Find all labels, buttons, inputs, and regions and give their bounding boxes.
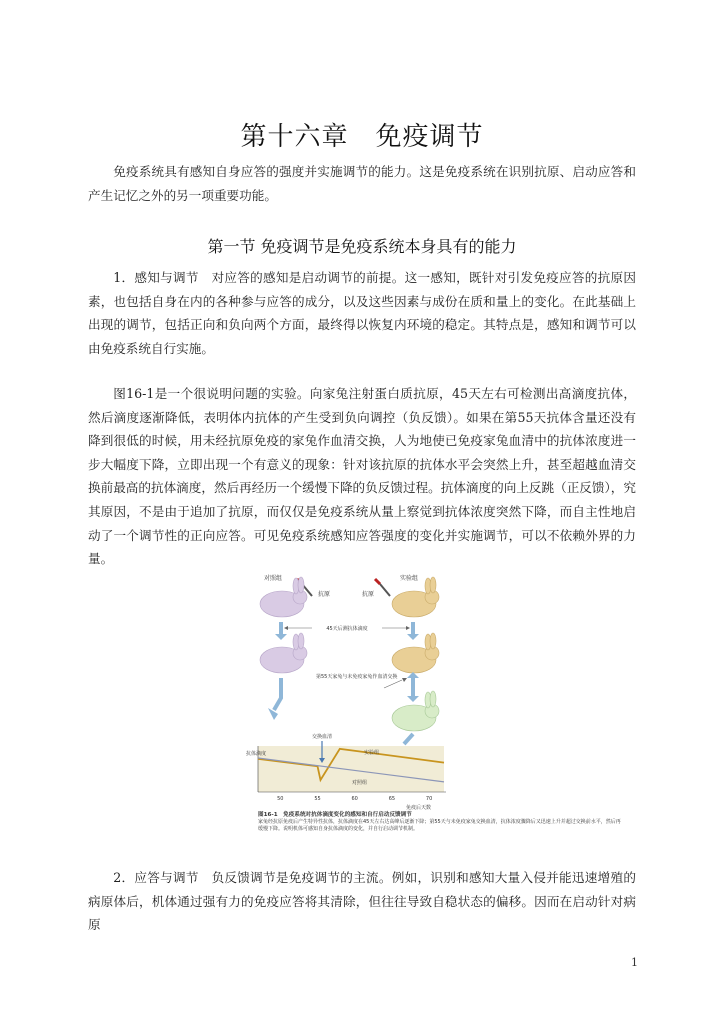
label-antigen-right: 抗原 — [362, 591, 375, 598]
arrow-down-icon — [275, 622, 287, 640]
arrow-up-down-icon — [407, 672, 419, 702]
exchange-note — [316, 673, 397, 680]
x-tick-label: 55 — [314, 796, 321, 802]
caption-title: 图16-1 免疫系统对抗体滴度变化的感知和自行启动反馈调节 — [258, 812, 412, 818]
label-control: 对照组 — [264, 575, 283, 582]
caption-body: 家兔经抗原免疫后产生特异性抗体，抗体滴度在45天左右达高峰后逐渐下降；第55天与未免疫家兔交换血清，抗体浓度骤降后又迅速上升并超过交换前水平，然后再缓慢下降。说明机体可感知自身抗体滴度的变化，并自行启动调节机制。 — [258, 819, 621, 832]
intro-paragraph: 免疫系统具有感知自身应答的强度并实施调节的能力。这是免疫系统在识别抗原、启动应答和产生记忆之外的另一项重要功能。 — [88, 164, 636, 203]
x-tick-label: 50 — [277, 796, 284, 802]
series-label-control: 对照组 — [352, 780, 368, 786]
x-tick-labels — [277, 796, 432, 802]
paragraph-3: 2．应答与调节 负反馈调节是免疫调节的主流。例如，识别和感知大量入侵并能迅速增殖的病原体后，机体通过强有力的免疫应答将其清除，但往往导致自稳状态的偏移。因而在启动针对病原 — [88, 870, 636, 933]
chapter-title: 第十六章 免疫调节 — [240, 122, 484, 152]
series-label-experiment: 实验组 — [364, 750, 380, 756]
syringe-icon — [375, 579, 390, 596]
x-tick-label: 70 — [425, 796, 433, 802]
x-tick-label: 60 — [351, 796, 358, 802]
x-tick-label: 65 — [388, 796, 396, 802]
y-axis-label: 抗体滴度 — [246, 751, 267, 757]
rabbit-control-1 — [260, 577, 307, 617]
x-axis-label: 免疫后天数 — [406, 805, 432, 811]
measure-label: 45天后测抗体滴度 — [326, 626, 368, 632]
label-experiment: 实验组 — [400, 575, 419, 582]
rabbit-experiment-1 — [392, 577, 439, 617]
arrow-down-icon — [407, 622, 419, 640]
figure-16-1 — [246, 570, 684, 848]
rabbit-control-2 — [260, 633, 307, 673]
antibody-titer-chart — [246, 733, 446, 811]
exchange-arrow-label: 交换血清 — [312, 734, 333, 740]
figure-illustration — [246, 570, 684, 848]
rabbit-experiment-2 — [392, 633, 439, 673]
paragraph-2: 图16-1是一个很说明问题的实验。向家兔注射蛋白质抗原，45天左右可检测出高滴度抗体，然后滴度逐渐降低，表明体内抗体的产生受到负向调控（负反馈）。如果在第55天抗体含量还没有降到很低的时候，用未经抗原免疫的家兔作血清交换，人为地使已免疫家兔血清中的抗体浓度进一步大幅度下降，立即出现一个有意义的现象：针对该抗原的抗体水平会突然上升，甚至超越血清交换前最高的抗体滴度，然后再经历一个缓慢下降的负反馈过程。抗体滴度的向上反跳（正反馈），究其原因，不是由于追加了抗原，而仅仅是免疫系统从量上察觉到抗体浓度突然下降，而自主性地启动了一个调节性的正向应答。可见免疫系统感知应答强度的变化并实施调节，可以不依赖外界的力量。 — [88, 386, 636, 567]
paragraph-1: 1．感知与调节 对应答的感知是启动调节的前提。这一感知，既针对引发免疫应答的抗原因素，也包括自身在内的各种参与应答的成分，以及这些因素与成份在质和量上的变化。在此基础上出现的调节，包括正向和负向两个方面，最终得以恢复内环境的稳定。其特点是，感知和调节可以由免疫系统自行实施。 — [88, 270, 636, 356]
section-title: 第一节 免疫调节是免疫系统本身具有的能力 — [207, 237, 517, 256]
page-number: 1 — [631, 956, 638, 969]
label-antigen-left: 抗原 — [318, 591, 331, 598]
exchange-note-text: 第55天家兔与未免疫家兔作血清交换 — [316, 674, 398, 680]
figure-caption — [258, 812, 624, 833]
